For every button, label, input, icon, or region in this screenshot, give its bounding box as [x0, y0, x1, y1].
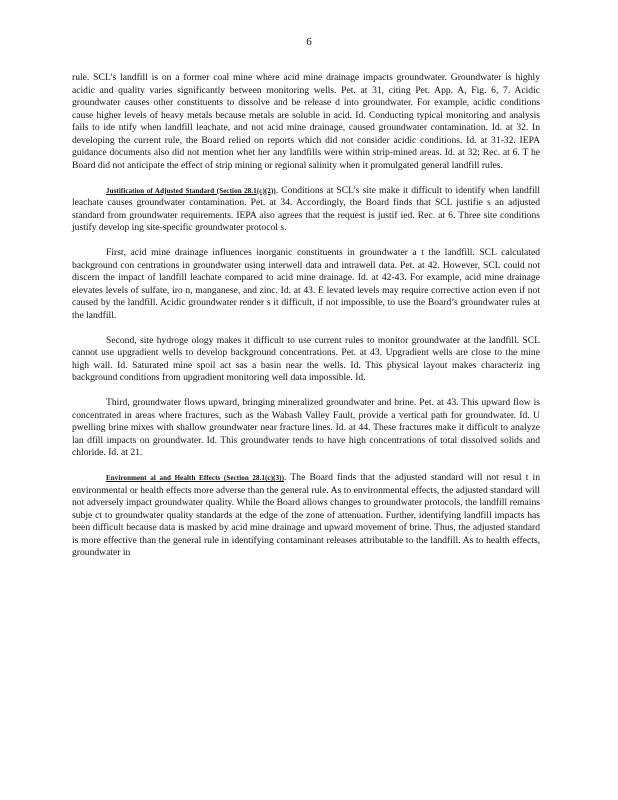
document-body — [72, 72, 540, 560]
paragraph-second — [72, 335, 540, 385]
paragraph-third — [72, 397, 540, 460]
paragraph-justification-text: . Conditions at SCL’s site make it difficult to identify when landfill leachate causes groundwater contamination. Pet. at 34. Accordingly, the Board finds that SCL justifie s an adjusted standard from groundwater requirements. IEPA also agrees that the request is justif ied. Rec. at 6. Three site conditions justify develop ing site-specific groundwater protocol s. — [72, 184, 540, 233]
section-heading-environmental: Environment al and Health Effects (Section 28.1(c)(3)) — [106, 474, 285, 482]
paragraph-environmental — [72, 472, 540, 560]
paragraph-1-text: rule. SCL’s landfill is on a former coal mine where acid mine drainage impacts groundwater. Groundwater is highly acidic and quality varies significantly between monitoring wells. Pet. at 31, citing Pet. App. A, Fig. 6, 7. Acidic groundwater causes other constituents to dissolve and be release d into groundwater. For example, acidic conditions cause higher levels of heavy metals because metals are soluble in acid. Id. Conducting typical monitoring and analysis fails to ide ntify when landfill leachate, and not acid mine drainage, caused groundwater contamination. Id. at 32. In developing the current rule, the Board relied on reports which did not consider acidic conditions. Id. at 31-32. IEPA guidance documents also did not mention whet her any landfills were within strip-mined areas. Id. at 32; Rec. at 6. T he Board did not anticipate the effect of strip mining or regional salinity when it promulgated general landfill rules. — [72, 72, 540, 171]
paragraph-third-text: Third, groundwater flows upward, bringing mineralized groundwater and brine. Pet. at 43. This upward flow is concentrated in areas where fractures, such as the Wabash Valley Fault, provide a vertical path for groundwater. Id. U pwelling brine mixes with shallow groundwater near fracture lines. Id. at 44. These fractures make it difficult to analyze lan dfill impacts on groundwater. Id. This groundwater tends to have high concentrations of total dissolved solids and chloride. Id. at 21. — [72, 397, 540, 458]
page-number: 6 — [306, 36, 312, 48]
paragraph-first-text: First, acid mine drainage influences inorganic constituents in groundwater a t the landfill. SCL calculated background con centrations in groundwater using interwell data and intrawell data. Pet. at 42. However, SCL could not discern the impact of landfill leachate compared to acid mine drainage. Id. at 42-43. For example, acid mine drainage elevates levels of sulfate, iro n, manganese, and zinc. Id. at 43. E levated levels may require corrective action even if not caused by the landfill. Acidic groundwater render s it difficult, if not impossible, to use the Board’s groundwater rules at the landfill. — [72, 247, 540, 321]
paragraph-environmental-text: . The Board finds that the adjusted standard will not resul t in environmental or health effects more adverse than the general rule. As to environmental effects, the adjusted standard will not adversely impact groundwater quality. While the Board allows changes to groundwater protocols, the landfill remains subje ct to groundwater quality standards at the edge of the zone of attenuation. Further, identifying landfill impacts has been difficult because data is masked by acid mine drainage and upward movement of brine. Thus, the adjusted standard is more effective than the general rule in identifying contaminant releases attributable to the landfill. As to health effects, groundwater in — [72, 472, 540, 558]
section-heading-justification: Justification of Adjusted Standard (Section 28.1(c)(2)) — [106, 186, 276, 195]
paragraph-justification — [72, 185, 540, 235]
paragraph-1 — [72, 72, 540, 172]
paragraph-first — [72, 247, 540, 322]
paragraph-second-text: Second, site hydroge ology makes it difficult to use current rules to monitor groundwater at the landfill. SCL cannot use upgradient wells to develop background concentrations. Pet. at 43. Upgradient wells are close to the mine high wall. Id. Saturated mine spoil act sas a basin near the wells. Id. This physical layout makes characteriz ing background conditions from upgradient monitoring well data impossible. Id. — [72, 334, 540, 383]
